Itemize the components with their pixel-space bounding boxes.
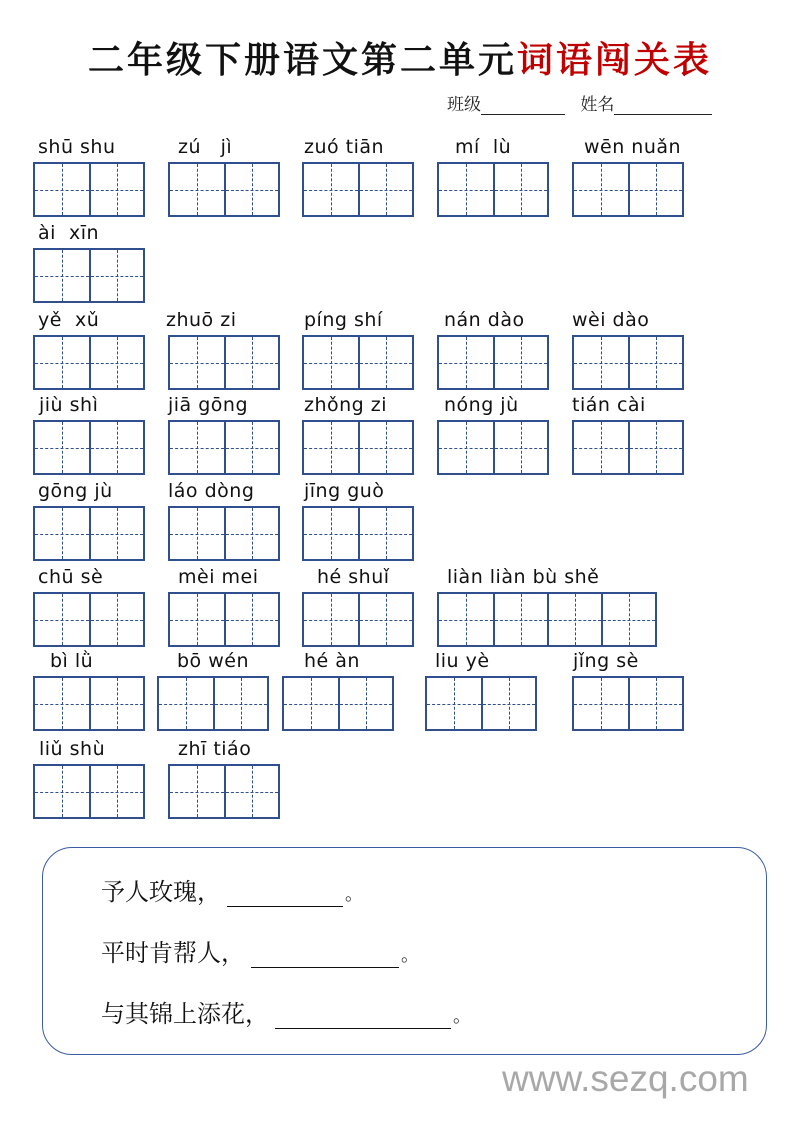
sentence-line [101,994,471,1029]
page-title [0,38,800,82]
tianzige-grid[interactable] [302,592,414,647]
tianzige-grid[interactable] [437,420,549,475]
answer-blank[interactable] [275,1004,451,1029]
tianzige-grid[interactable] [302,335,414,390]
pinyin: yě xǔ [38,309,100,331]
pinyin: liǔ shù [39,738,106,760]
pinyin: bō wén [177,650,249,672]
tianzige-grid[interactable] [425,676,537,731]
tianzige-grid[interactable] [437,162,549,217]
pinyin: zuó tiān [304,136,385,158]
tianzige-grid[interactable] [168,420,280,475]
pinyin: zhǒng zi [304,394,388,416]
pinyin: wèi dào [572,309,650,331]
pinyin: nán dào [444,309,525,331]
sentence-end: 。 [453,1006,471,1027]
class-field[interactable] [481,96,565,115]
tianzige-grid[interactable] [33,335,145,390]
pinyin: jiù shì [39,394,99,416]
title-main: 二年级下册语文第二单元 [87,39,517,81]
pinyin: mí lù [455,136,512,158]
tianzige-grid[interactable] [282,676,394,731]
tianzige-grid[interactable] [33,248,145,303]
tianzige-grid[interactable] [168,764,280,819]
pinyin: jǐng sè [573,650,639,672]
tianzige-grid[interactable] [572,335,684,390]
pinyin: píng shí [304,309,383,331]
tianzige-grid[interactable] [33,162,145,217]
tianzige-grid[interactable] [33,420,145,475]
answer-blank[interactable] [227,882,343,907]
name-field[interactable] [614,96,712,115]
pinyin: hé àn [304,650,360,672]
pinyin: zhī tiáo [178,738,252,760]
pinyin: zú jì [178,136,233,158]
pinyin: nóng jù [444,394,519,416]
pinyin: mèi mei [178,566,259,588]
class-label: 班级 [447,95,481,115]
tianzige-grid[interactable] [572,420,684,475]
tianzige-grid[interactable] [168,162,280,217]
tianzige-grid[interactable] [437,335,549,390]
tianzige-grid[interactable] [157,676,269,731]
answer-blank[interactable] [251,943,399,968]
pinyin: láo dòng [168,480,255,502]
pinyin: liu yè [435,650,490,672]
tianzige-grid[interactable] [302,162,414,217]
tianzige-grid[interactable] [437,592,657,647]
sentence-line [101,872,363,907]
name-label: 姓名 [580,95,615,115]
tianzige-grid[interactable] [168,592,280,647]
pinyin: liàn liàn bù shě [447,566,600,588]
sentence-prompt: 予人玫瑰， [101,878,221,906]
pinyin: bì lǜ [50,650,94,672]
tianzige-grid[interactable] [33,676,145,731]
sentence-end: 。 [401,945,419,966]
tianzige-grid[interactable] [168,335,280,390]
sentence-line [101,933,419,968]
pinyin: shū shu [38,136,116,158]
pinyin: zhuō zi [166,309,237,331]
tianzige-grid[interactable] [572,162,684,217]
pinyin: ài xīn [38,222,100,244]
tianzige-grid[interactable] [33,506,145,561]
pinyin: jiā gōng [168,394,249,416]
pinyin: chū sè [38,566,104,588]
sentence-prompt: 平时肯帮人， [101,939,245,967]
watermark: www.sezq.com [502,1058,749,1099]
pinyin: gōng jù [38,480,113,502]
sentence-prompt: 与其锦上添花， [101,1000,269,1028]
student-info [447,90,712,115]
tianzige-grid[interactable] [33,592,145,647]
tianzige-grid[interactable] [168,506,280,561]
tianzige-grid[interactable] [33,764,145,819]
tianzige-grid[interactable] [572,676,684,731]
pinyin: jīng guò [304,480,385,502]
tianzige-grid[interactable] [302,506,414,561]
pinyin: hé shuǐ [317,566,390,588]
pinyin: tián cài [572,394,646,416]
sentence-end: 。 [345,884,363,905]
sentence-panel [42,847,767,1055]
tianzige-grid[interactable] [302,420,414,475]
pinyin: wēn nuǎn [584,136,682,158]
title-highlight: 词语闯关表 [517,39,713,81]
